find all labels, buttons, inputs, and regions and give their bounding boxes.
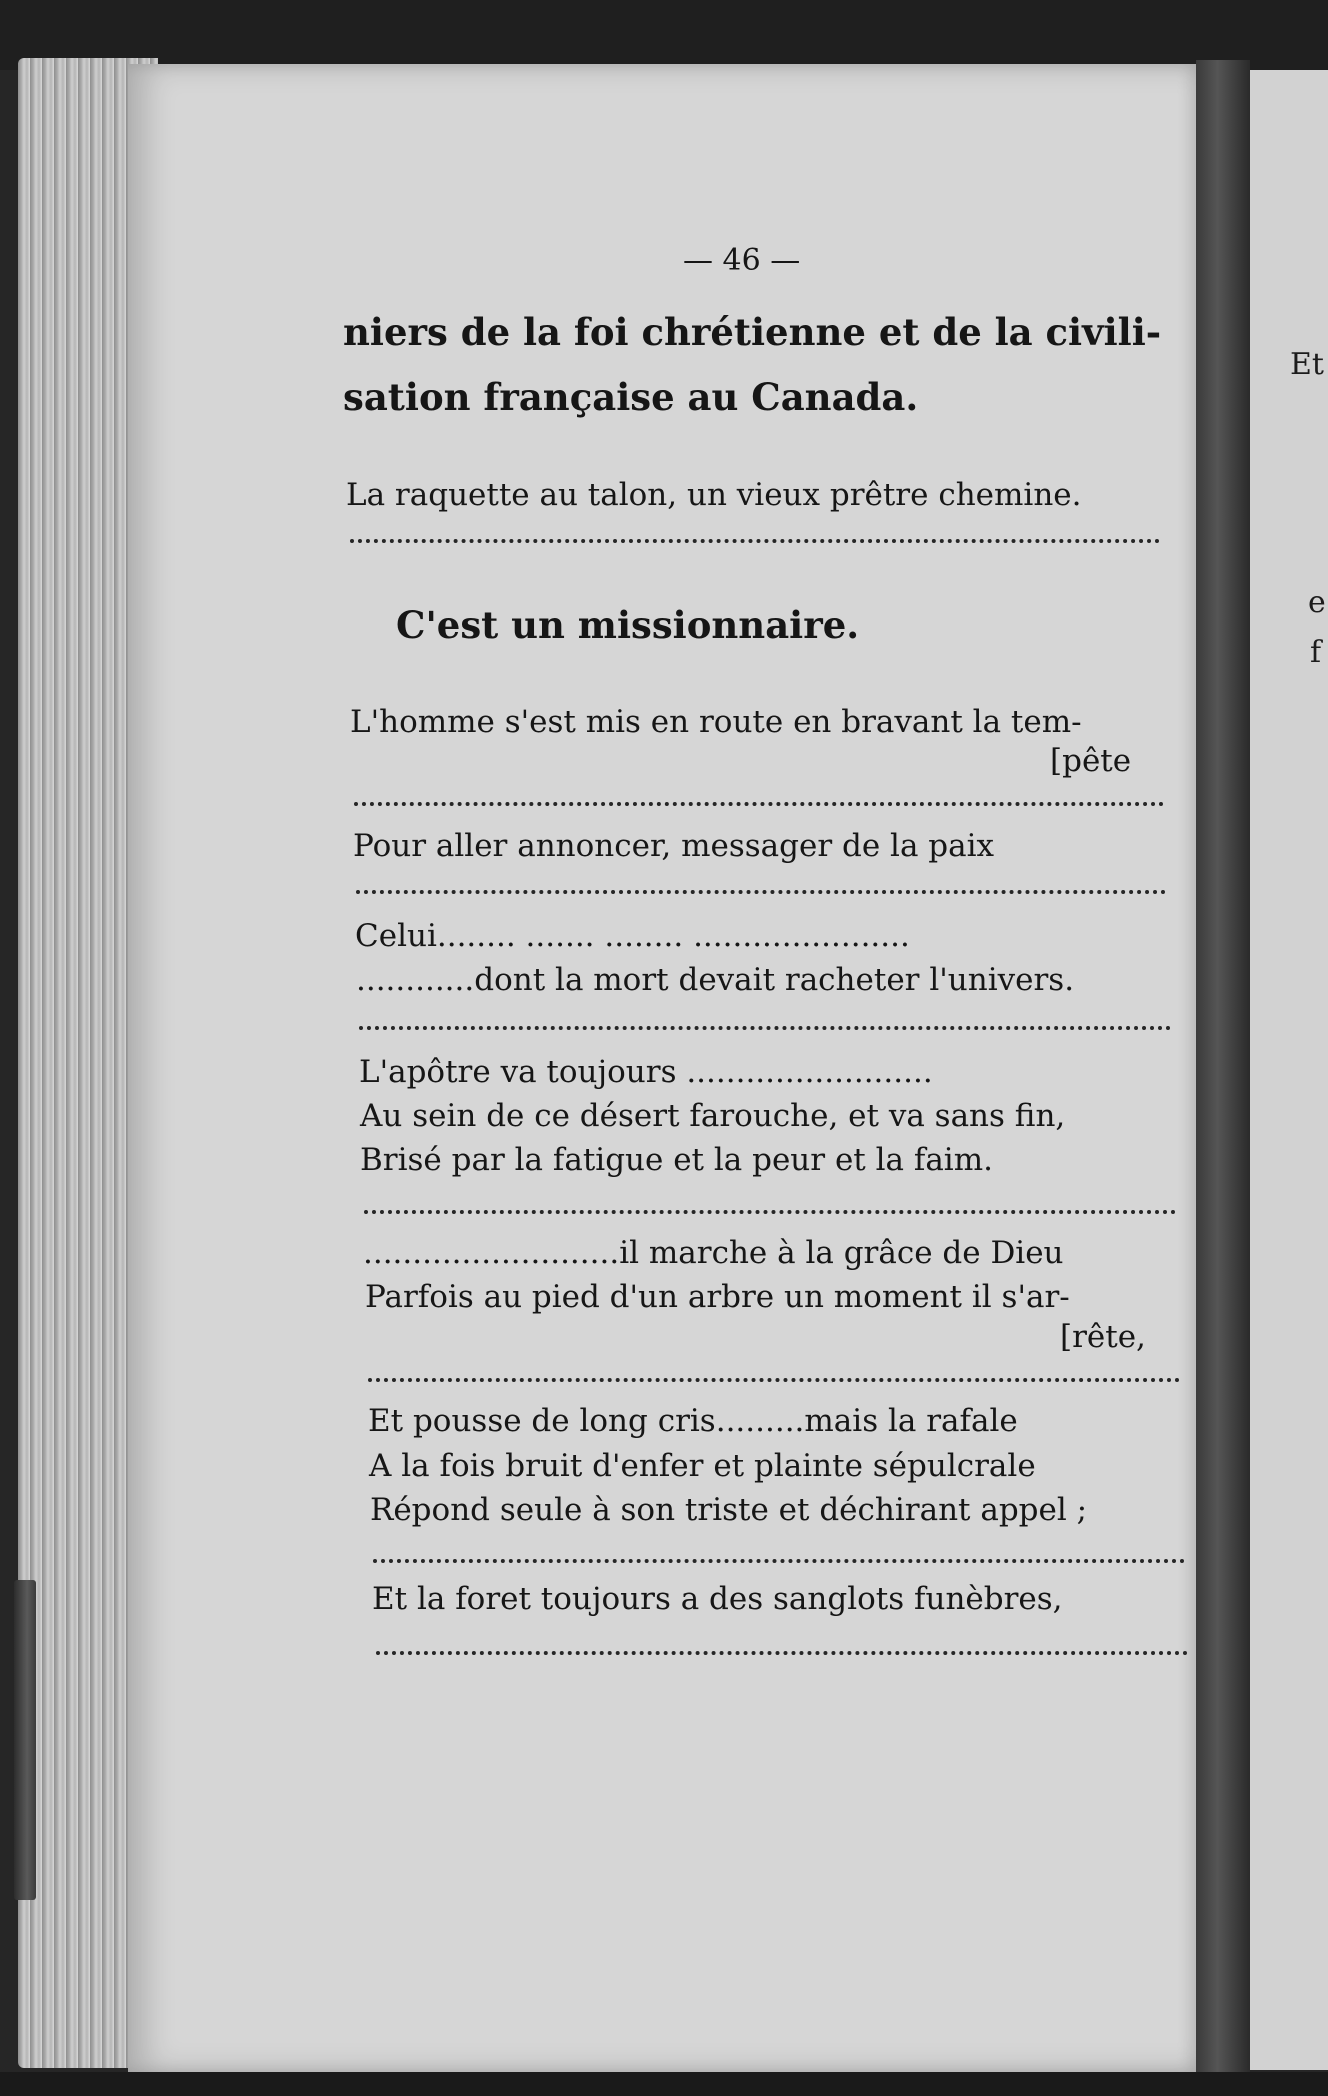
ellipsis-row: [359, 1026, 1171, 1030]
book-gutter: [1196, 60, 1250, 2080]
ellipsis-row: [368, 1378, 1180, 1382]
scan-background-bottom: [0, 2072, 1328, 2096]
verse-line-8: Au sein de ce désert farouche, et va sans fin,: [360, 1098, 1066, 1134]
prose-line-1: niers de la foi chrétienne et de la civili-: [343, 310, 1162, 354]
verse-line-15: Et la foret toujours a des sanglots funèbres,: [372, 1581, 1063, 1617]
prose-line-2: sation française au Canada.: [343, 375, 919, 419]
verse-line-5: Celui........ ....... ........ ......................: [355, 918, 910, 954]
verse-line-9: Brisé par la fatigue et la peur et la faim.: [360, 1142, 993, 1178]
verse-line-3: L'homme s'est mis en route en bravant la tem-: [350, 704, 1082, 740]
facing-page-fragment-3: f: [1310, 635, 1322, 670]
verse-line-11-turnover: [rête,: [1060, 1319, 1146, 1355]
ellipsis-row: [356, 890, 1166, 894]
book-page: [128, 64, 1196, 2072]
ellipsis-row: [373, 1559, 1185, 1563]
verse-line-12: Et pousse de long cris.........mais la rafale: [368, 1403, 1018, 1439]
page-number: — 46 —: [683, 243, 801, 278]
ellipsis-row: [364, 1210, 1176, 1214]
verse-line-7: L'apôtre va toujours .........................: [359, 1054, 933, 1090]
ellipsis-row: [354, 802, 1164, 806]
verse-line-4: Pour aller annoncer, messager de la paix: [353, 828, 995, 864]
scan-background-top: [0, 0, 1328, 70]
ellipsis-row: [350, 539, 1160, 543]
verse-line-13: A la fois bruit d'enfer et plainte sépulcrale: [369, 1448, 1036, 1484]
verse-line-2: C'est un missionnaire.: [396, 603, 860, 647]
verse-line-6: ............dont la mort devait racheter l'univers.: [356, 962, 1075, 998]
verse-line-10: ..........................il marche à la grâce de Dieu: [363, 1235, 1064, 1271]
book-clasp: [14, 1580, 36, 1900]
verse-line-14: Répond seule à son triste et déchirant appel ;: [370, 1492, 1088, 1528]
verse-line-3-turnover: [pête: [1050, 743, 1132, 779]
facing-page-edge: [1250, 70, 1328, 2070]
facing-page-fragment-2: e: [1308, 585, 1326, 620]
ellipsis-row: [376, 1651, 1188, 1655]
facing-page-fragment-1: Et: [1290, 347, 1324, 382]
verse-line-11: Parfois au pied d'un arbre un moment il s'ar-: [365, 1279, 1070, 1315]
verse-line-1: La raquette au talon, un vieux prêtre chemine.: [346, 477, 1082, 513]
